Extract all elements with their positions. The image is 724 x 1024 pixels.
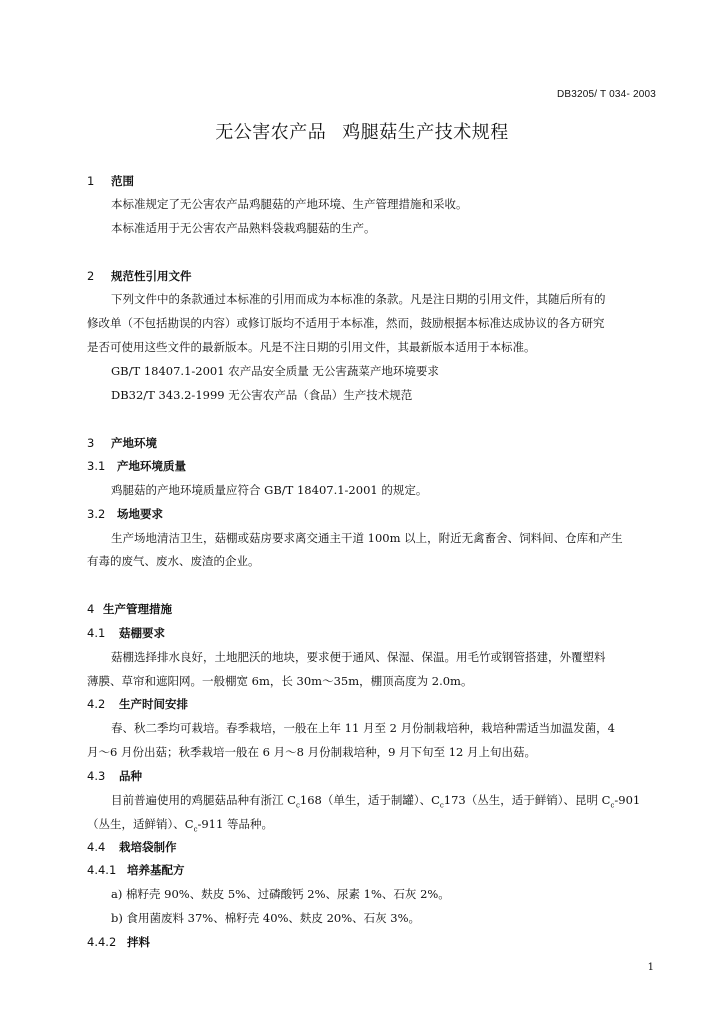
section-3-heading [87, 435, 157, 451]
subsection-number: 4.3 [87, 769, 106, 783]
text-run: 目前普遍使用的鸡腿菇品种有浙江 C [111, 793, 296, 807]
normative-reference: GB/T 18407.1-2001 农产品安全质量 无公害蔬菜产地环境要求 [111, 364, 439, 378]
subsection-heading [87, 934, 150, 950]
paragraph-line: 修改单（不包括勘误的内容）或修订版均不适用于本标准，然而，鼓励根据本标准达成协议的各方研究 [87, 316, 605, 330]
subsection-number: 4.4 [87, 840, 106, 854]
text-run: -911 等品种。 [197, 817, 273, 831]
section-title: 生产管理措施 [103, 602, 172, 616]
subsection-number: 4.2 [87, 697, 106, 711]
paragraph-line [111, 792, 640, 809]
document-title [0, 118, 724, 144]
paragraph-line: 有毒的废气、废水、废渣的企业。 [87, 554, 260, 568]
paragraph-line [87, 816, 273, 833]
subsection-title: 培养基配方 [127, 863, 185, 877]
subsection-number: 4.4.2 [87, 935, 117, 949]
standard-code: DB3205/ T 034- 2003 [556, 89, 656, 100]
section-number: 4 [87, 602, 95, 616]
section-title: 产地环境 [111, 436, 157, 450]
normative-reference: DB32/T 343.2-1999 无公害农产品（食品）生产技术规范 [111, 388, 413, 402]
subsection-heading [87, 768, 142, 784]
subscript: c [295, 801, 300, 810]
paragraph-line: 月～6 月份出菇；秋季栽培一般在 6 月～8 月份制栽培种，9 月下旬至 12 月上旬出菇。 [87, 745, 536, 759]
title-part-b: 鸡腿菇生产技术规程 [342, 122, 509, 143]
list-item: a) 棉籽壳 90%、麸皮 5%、过磷酸钙 2%、尿素 1%、石灰 2%。 [111, 887, 450, 901]
text-run: -901 [614, 793, 641, 807]
section-number: 1 [87, 174, 95, 188]
text-run: （丛生，适鲜销）、C [87, 817, 194, 831]
paragraph-line: 生产场地清洁卫生，菇棚或菇房要求离交通主干道 100m 以上，附近无禽畜舍、饲料间、仓库和产生 [111, 531, 623, 545]
section-number: 3 [87, 436, 95, 450]
subsection-number: 4.4.1 [87, 863, 117, 877]
subsection-number: 3.1 [87, 459, 106, 473]
section-number: 2 [87, 269, 95, 283]
subsection-heading [87, 625, 165, 641]
section-4-heading [87, 601, 172, 617]
subsection-title: 场地要求 [117, 507, 163, 521]
subsection-title: 生产时间安排 [119, 697, 188, 711]
subsection-number: 4.1 [87, 626, 106, 640]
paragraph-line: 是否可使用这些文件的最新版本。凡是不注日期的引用文件，其最新版本适用于本标准。 [87, 340, 536, 354]
list-item: b) 食用菌废料 37%、棉籽壳 40%、麸皮 20%、石灰 3%。 [111, 911, 421, 925]
paragraph-line: 菇棚选择排水良好，土地肥沃的地块，要求便于通风、保湿、保温。用毛竹或钢管搭建，外覆塑料 [111, 650, 606, 664]
paragraph-line: 下列文件中的条款通过本标准的引用而成为本标准的条款。凡是注日期的引用文件，其随后所有的 [111, 292, 606, 306]
section-title: 规范性引用文件 [111, 269, 192, 283]
section-2-heading [87, 268, 192, 284]
paragraph-line: 薄膜、草帘和遮阳网。一般棚宽 6m，长 30m～35m，棚顶高度为 2.0m。 [87, 674, 473, 688]
subsection-title: 栽培袋制作 [119, 840, 177, 854]
subsection-title: 产地环境质量 [117, 459, 186, 473]
text-run: 173（丛生，适于鲜销）、昆明 C [443, 793, 611, 807]
subscript: c [439, 801, 444, 810]
paragraph-line: 春、秋二季均可栽培。春季栽培，一般在上年 11 月至 2 月份制栽培种，栽培种需适当加温发菌，4 [111, 721, 615, 735]
subsection-heading [87, 506, 163, 522]
subscript: c [193, 825, 198, 834]
subscript: c [610, 801, 615, 810]
subsection-heading [87, 696, 188, 712]
section-title: 范围 [111, 174, 134, 188]
subsection-heading [87, 862, 185, 878]
text-run: 168（单生，适于制罐）、C [299, 793, 440, 807]
title-part-a: 无公害农产品 [215, 122, 327, 143]
section-1-heading [87, 173, 134, 189]
paragraph: 本标准适用于无公害农产品熟料袋栽鸡腿菇的生产。 [111, 221, 376, 235]
subsection-heading [87, 458, 186, 474]
subsection-number: 3.2 [87, 507, 106, 521]
subsection-heading [87, 839, 177, 855]
paragraph: 本标准规定了无公害农产品鸡腿菇的产地环境、生产管理措施和采收。 [111, 197, 468, 211]
subsection-title: 拌料 [127, 935, 150, 949]
subsection-title: 菇棚要求 [119, 626, 165, 640]
page-number: 1 [647, 962, 654, 973]
subsection-title: 品种 [119, 769, 142, 783]
paragraph: 鸡腿菇的产地环境质量应符合 GB/T 18407.1-2001 的规定。 [111, 483, 428, 497]
